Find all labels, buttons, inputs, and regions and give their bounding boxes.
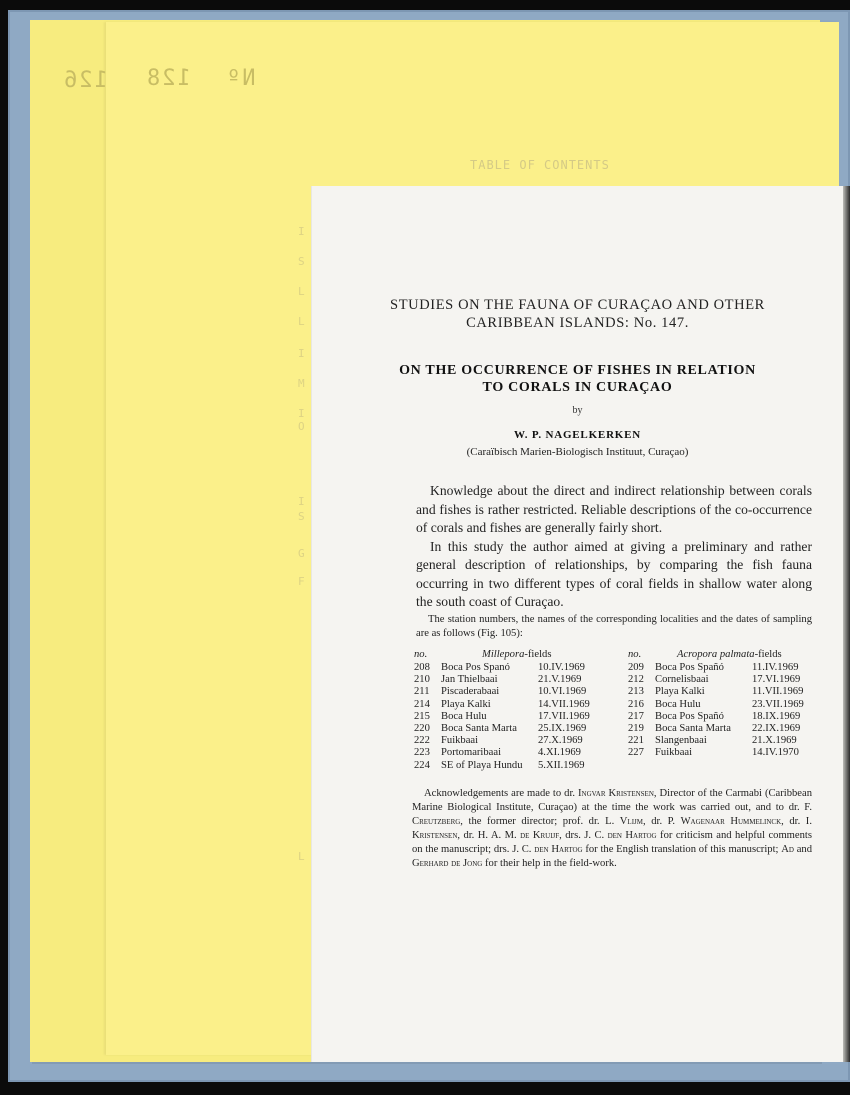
ack-text: , Director of the Carmabi (Caribbean Marine Biological Institute, Curaçao) at the time the work was carried out, and to dr. F. [412,788,813,813]
locality: Cornelisbaai [655,674,709,686]
locality: Fuikbaai [441,735,479,747]
sampling-date: 21.V.1969 [538,674,582,686]
acknowledgements [412,787,812,871]
person-name: Ingvar Kristensen [578,788,654,799]
ghost-letter: I [298,347,305,360]
person-name: de Kruijf [520,830,560,841]
series-title [312,296,843,332]
ack-text: Acknowledgements are made to dr. [424,788,579,799]
ghost-letter: L [298,850,305,863]
locality: SE of Playa Hundu [441,759,523,771]
locality: Piscaderabaai [441,686,500,698]
station-number: 209 [628,662,644,673]
locality: Jan Thielbaai [441,674,498,686]
station-number: 208 [414,662,430,673]
station-number: 222 [414,735,430,747]
article-page [312,186,843,1062]
by-line: by [572,405,583,416]
locality: Boca Hulu [441,710,487,722]
ghost-letter: S [298,510,305,523]
station-number: 215 [414,710,430,722]
sampling-date: 18.IX.1969 [752,710,801,722]
sampling-date: 17.VI.1969 [752,674,801,686]
sampling-date: 22.IX.1969 [752,722,801,734]
sampling-date: 14.IV.1970 [752,747,799,759]
stamp-number-sign: Nº [225,66,256,91]
series-title-line-1: STUDIES ON THE FAUNA OF CURAÇAO AND OTHER [390,297,765,313]
stamp-number-126: 126 [62,68,108,93]
locality: Boca Santa Marta [655,722,731,734]
sampling-date: 27.X.1969 [538,735,583,747]
page-binding-edge [843,186,850,1062]
article-title [312,362,843,396]
locality: Boca Santa Marta [441,722,517,734]
ack-text: , dr. H. A. M. [457,830,521,841]
person-name: Ad [781,844,794,855]
body-text [416,482,812,612]
sampling-date: 25.IX.1969 [538,722,587,734]
ghost-letter: I [298,495,305,508]
ghost-letter: F [298,575,305,588]
station-number: 223 [414,747,430,759]
station-number: 211 [414,686,430,698]
person-name: Creutzberg [412,816,461,827]
station-number: 216 [628,698,644,710]
ack-text: , dr. P. [643,816,681,827]
author-name: W. P. NAGELKERKEN [513,429,642,441]
station-number: 217 [628,710,644,722]
station-number: 221 [628,735,644,747]
ghost-letter: M [298,377,305,390]
locality: Slangenbaai [655,735,707,747]
person-name: Gerhard de Jong [412,858,483,869]
stamp-number-128: 128 [145,66,191,91]
article-title-line-2: TO CORALS IN CURAÇAO [482,380,673,395]
station-number: 214 [414,698,430,710]
sampling-date: 11.IV.1969 [752,662,799,673]
ghost-table-of-contents: TABLE OF CONTENTS [470,158,610,172]
sampling-date: 10.IV.1969 [538,662,585,673]
article-title-line-1: ON THE OCCURRENCE OF FISHES IN RELATION [399,363,756,378]
acropora-no-header: no. [628,649,642,660]
locality: Playa Kalki [655,686,705,698]
locality: Fuikbaai [655,747,693,759]
locality: Boca Pos Spañó [655,662,724,673]
locality: Boca Pos Spanó [441,662,510,673]
locality: Boca Pos Spañó [655,710,724,722]
station-number: 220 [414,722,430,734]
station-number: 219 [628,722,644,734]
paragraph-1: Knowledge about the direct and indirect relationship between corals and fishes is rather restricted. Reliable descriptions of the co-occurrence of corals and fishes are generally fairly short. [416,483,812,535]
ack-text: for their help in the field-work. [482,858,617,869]
station-number: 213 [628,686,644,698]
ghost-letter: I [298,225,305,238]
sampling-date: 11.VII.1969 [752,686,804,698]
person-name: den Hartog [607,830,657,841]
ack-text: , drs. J. C. [559,830,608,841]
sampling-date: 4.XI.1969 [538,747,581,759]
person-name: den Hartog [534,844,583,855]
stations-intro: The station numbers, the names of the corresponding localities and the dates of sampling are as follows (Fig. 105): [416,614,812,639]
sampling-date: 10.VI.1969 [538,686,587,698]
sampling-date: 17.VII.1969 [538,710,590,722]
sampling-date: 21.X.1969 [752,735,797,747]
author-affiliation: (Caraïbisch Marien-Biologisch Instituut, Curaçao) [466,446,689,458]
paragraph-2: In this study the author aimed at giving a preliminary and rather general description of relationships, by comparing the fish fauna occurring in two different types of coral fields in shallow water along the south coast of Curaçao. [416,538,812,609]
ack-text: and [793,844,813,855]
locality: Playa Kalki [441,698,491,710]
sampling-date: 14.VII.1969 [538,698,590,710]
sampling-date: 5.XII.1969 [538,759,585,771]
ghost-letter: L [298,315,305,328]
series-title-line-2: CARIBBEAN ISLANDS: No. 147. [466,315,689,331]
locality: Portomaribaai [441,747,502,759]
ghost-letter: G [298,547,305,560]
ack-text: for the English translation of this manuscript; [582,844,782,855]
person-name: Wagenaar Hummelinck [680,816,782,827]
sampling-date: 23.VII.1969 [752,698,804,710]
ghost-letter: S [298,255,305,268]
ack-text: , the former director; prof. dr. L. [460,816,620,827]
ack-text: for criticism and helpful comments on the manuscript; drs. J. C. [412,830,812,855]
station-number: 210 [414,674,430,686]
station-number: 224 [414,759,430,771]
ghost-letter: L [298,285,305,298]
ghost-letter: I [298,407,305,420]
person-name: Vlijm [619,816,643,827]
ack-text: , dr. I. [781,816,812,827]
ghost-letter: O [298,420,305,433]
locality: Boca Hulu [655,698,701,710]
acropora-title: Acropora palmata-fields [677,649,782,660]
person-name: Kristensen [412,830,458,841]
millepora-no-header: no. [414,649,428,660]
station-number: 227 [628,747,644,759]
station-number: 212 [628,674,644,686]
millepora-title: Millepora-fields [482,649,552,660]
